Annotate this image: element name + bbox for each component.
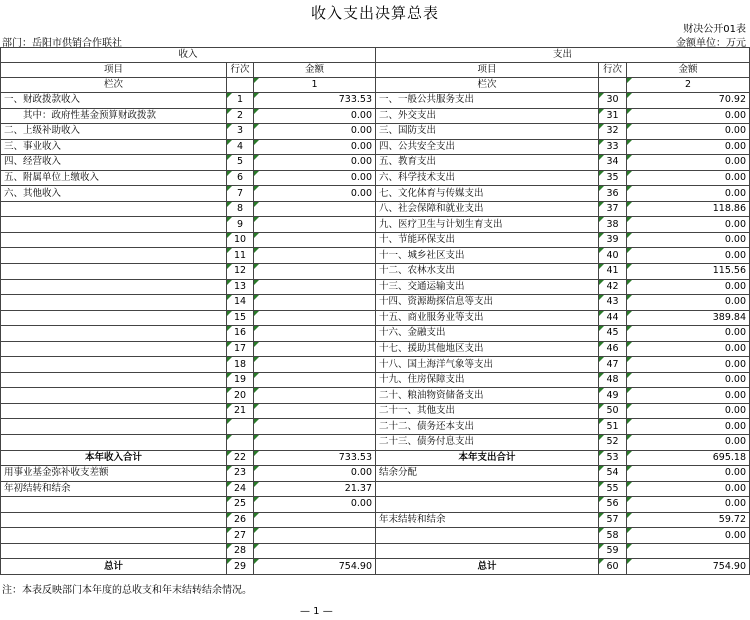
expense-item-header: 项目 (376, 63, 599, 78)
income-line-number: 9 (227, 217, 254, 233)
table-row (1, 170, 750, 186)
income-line-number: 19 (227, 372, 254, 388)
expense-amount: 0.00 (627, 435, 750, 451)
expense-line-number: 55 (599, 481, 627, 497)
income-amount: 21.37 (254, 481, 376, 497)
expense-line-number: 59 (599, 543, 627, 559)
income-amount: 754.90 (254, 559, 376, 575)
income-amount (254, 341, 376, 357)
expense-line-number: 30 (599, 93, 627, 109)
page-number: — 1 — (300, 606, 333, 617)
table-row (1, 341, 750, 357)
table-row (1, 248, 750, 264)
income-line-number: 21 (227, 403, 254, 419)
expense-line-number: 56 (599, 497, 627, 513)
expense-item: 本年支出合计 (376, 450, 599, 466)
expense-item: 总计 (376, 559, 599, 575)
income-amount (254, 201, 376, 217)
income-header: 收入 (1, 48, 376, 63)
income-item (1, 232, 227, 248)
table-row (1, 326, 750, 342)
expense-line-number: 51 (599, 419, 627, 435)
income-amount (254, 419, 376, 435)
table-row (1, 466, 750, 482)
income-amount (254, 435, 376, 451)
expense-line-number: 45 (599, 326, 627, 342)
income-item (1, 497, 227, 513)
expense-item: 二十三、债务付息支出 (376, 435, 599, 451)
income-amount (254, 279, 376, 295)
income-item: 四、经营收入 (1, 155, 227, 171)
income-amount (254, 326, 376, 342)
expense-item: 八、社会保障和就业支出 (376, 201, 599, 217)
expense-item (376, 481, 599, 497)
income-line-number: 17 (227, 341, 254, 357)
income-line-number: 20 (227, 388, 254, 404)
expense-line-number: 41 (599, 264, 627, 280)
income-item (1, 419, 227, 435)
income-item (1, 264, 227, 280)
income-line-number: 16 (227, 326, 254, 342)
income-column-blank (227, 78, 254, 93)
income-line-number: 12 (227, 264, 254, 280)
income-item (1, 248, 227, 264)
income-amount: 0.00 (254, 155, 376, 171)
expense-amount: 0.00 (627, 497, 750, 513)
table-row (1, 201, 750, 217)
table-row (1, 155, 750, 171)
expense-item (376, 528, 599, 544)
expense-amount: 0.00 (627, 357, 750, 373)
income-line-number: 23 (227, 466, 254, 482)
income-amount: 733.53 (254, 450, 376, 466)
income-item: 五、附属单位上缴收入 (1, 170, 227, 186)
table-row (1, 435, 750, 451)
table-row (1, 295, 750, 311)
expense-amount: 0.00 (627, 155, 750, 171)
expense-line-number: 48 (599, 372, 627, 388)
expense-item (376, 543, 599, 559)
table-row (1, 108, 750, 124)
income-item: 二、上级补助收入 (1, 124, 227, 140)
income-line-number: 13 (227, 279, 254, 295)
income-item (1, 326, 227, 342)
income-amount (254, 388, 376, 404)
table-row (1, 93, 750, 109)
expense-amount: 0.00 (627, 186, 750, 202)
income-item (1, 217, 227, 233)
income-item (1, 357, 227, 373)
income-item (1, 372, 227, 388)
income-line-number: 29 (227, 559, 254, 575)
expense-item: 十、节能环保支出 (376, 232, 599, 248)
income-amount (254, 528, 376, 544)
income-line-number: 24 (227, 481, 254, 497)
table-row (1, 264, 750, 280)
table-row (1, 543, 750, 559)
table-row (1, 357, 750, 373)
income-item (1, 403, 227, 419)
expense-item: 十一、城乡社区支出 (376, 248, 599, 264)
income-item (1, 310, 227, 326)
expense-item: 七、文化体育与传媒支出 (376, 186, 599, 202)
expense-amount: 0.00 (627, 108, 750, 124)
table-row (1, 528, 750, 544)
income-amount: 0.00 (254, 466, 376, 482)
table-row (1, 310, 750, 326)
expense-item: 六、科学技术支出 (376, 170, 599, 186)
income-amount (254, 543, 376, 559)
income-amount: 0.00 (254, 170, 376, 186)
expense-line-number: 37 (599, 201, 627, 217)
expense-line-number: 47 (599, 357, 627, 373)
expense-line-number: 60 (599, 559, 627, 575)
table-row (1, 232, 750, 248)
income-line-number: 2 (227, 108, 254, 124)
income-amount (254, 248, 376, 264)
income-amount (254, 232, 376, 248)
income-column-number: 1 (254, 78, 376, 93)
expense-amount: 59.72 (627, 512, 750, 528)
expense-item: 十九、住房保障支出 (376, 372, 599, 388)
expense-item: 一、一般公共服务支出 (376, 93, 599, 109)
expense-amount: 0.00 (627, 232, 750, 248)
expense-header: 支出 (376, 48, 750, 63)
expense-line-header: 行次 (599, 63, 627, 78)
expense-line-number: 42 (599, 279, 627, 295)
expense-line-number: 57 (599, 512, 627, 528)
income-line-number: 15 (227, 310, 254, 326)
income-line-number: 14 (227, 295, 254, 311)
expense-line-number: 50 (599, 403, 627, 419)
income-amount (254, 357, 376, 373)
expense-item: 十六、金融支出 (376, 326, 599, 342)
expense-item: 十三、交通运输支出 (376, 279, 599, 295)
unit-label: 金额单位：万元 (676, 38, 746, 49)
table-row (1, 186, 750, 202)
income-item (1, 512, 227, 528)
expense-line-number: 33 (599, 139, 627, 155)
expense-amount: 0.00 (627, 248, 750, 264)
expense-line-number: 49 (599, 388, 627, 404)
expense-amount: 0.00 (627, 124, 750, 140)
income-item: 本年收入合计 (1, 450, 227, 466)
income-item: 三、事业收入 (1, 139, 227, 155)
expense-amount: 0.00 (627, 295, 750, 311)
expense-amount: 0.00 (627, 466, 750, 482)
expense-item: 十八、国土海洋气象等支出 (376, 357, 599, 373)
expense-item: 九、医疗卫生与计划生育支出 (376, 217, 599, 233)
income-amount (254, 310, 376, 326)
expense-item: 四、公共安全支出 (376, 139, 599, 155)
expense-amount: 754.90 (627, 559, 750, 575)
table-row (1, 512, 750, 528)
income-line-number: 27 (227, 528, 254, 544)
expense-amount: 0.00 (627, 279, 750, 295)
income-line-number (227, 419, 254, 435)
expense-item: 十二、农林水支出 (376, 264, 599, 280)
form-id: 财决公开01表 (683, 24, 746, 35)
expense-line-number: 38 (599, 217, 627, 233)
expense-item: 年末结转和结余 (376, 512, 599, 528)
expense-line-number: 53 (599, 450, 627, 466)
table-row (1, 372, 750, 388)
income-amount: 0.00 (254, 497, 376, 513)
income-item (1, 341, 227, 357)
expense-column-label: 栏次 (376, 78, 599, 93)
expense-amount-header: 金额 (627, 63, 750, 78)
income-amount: 0.00 (254, 108, 376, 124)
expense-line-number: 39 (599, 232, 627, 248)
income-line-number: 18 (227, 357, 254, 373)
department-label: 部门：岳阳市供销合作联社 (2, 38, 122, 49)
report-title: 收入支出决算总表 (310, 4, 439, 22)
expense-line-number: 36 (599, 186, 627, 202)
expense-amount: 0.00 (627, 403, 750, 419)
expense-amount: 0.00 (627, 217, 750, 233)
expense-line-number: 46 (599, 341, 627, 357)
expense-amount: 0.00 (627, 326, 750, 342)
table-row (1, 388, 750, 404)
table-row (1, 139, 750, 155)
expense-line-number: 40 (599, 248, 627, 264)
footnote: 注：本表反映部门本年度的总收支和年末结转结余情况。 (2, 585, 252, 596)
income-line-number: 1 (227, 93, 254, 109)
expense-item: 五、教育支出 (376, 155, 599, 171)
expense-amount: 695.18 (627, 450, 750, 466)
income-line-number: 11 (227, 248, 254, 264)
income-line-number: 25 (227, 497, 254, 513)
expense-amount: 0.00 (627, 419, 750, 435)
expense-item: 三、国防支出 (376, 124, 599, 140)
expense-item: 十五、商业服务业等支出 (376, 310, 599, 326)
expense-line-number: 35 (599, 170, 627, 186)
income-amount (254, 403, 376, 419)
expense-item: 二十、粮油物资储备支出 (376, 388, 599, 404)
expense-line-number: 54 (599, 466, 627, 482)
expense-item: 二、外交支出 (376, 108, 599, 124)
income-line-number (227, 435, 254, 451)
income-item: 一、财政拨款收入 (1, 93, 227, 109)
income-line-number: 7 (227, 186, 254, 202)
table-row (1, 279, 750, 295)
income-item (1, 543, 227, 559)
expense-column-blank (599, 78, 627, 93)
income-amount (254, 217, 376, 233)
expense-amount (627, 543, 750, 559)
income-line-number: 10 (227, 232, 254, 248)
expense-amount: 0.00 (627, 388, 750, 404)
income-line-number: 4 (227, 139, 254, 155)
income-amount (254, 372, 376, 388)
income-amount: 0.00 (254, 124, 376, 140)
table-row (1, 559, 750, 575)
income-item: 年初结转和结余 (1, 481, 227, 497)
income-item-header: 项目 (1, 63, 227, 78)
income-item: 其中：政府性基金预算财政拨款 (1, 108, 227, 124)
income-line-number: 26 (227, 512, 254, 528)
income-line-number: 5 (227, 155, 254, 171)
expense-line-number: 43 (599, 295, 627, 311)
income-item (1, 295, 227, 311)
income-line-header: 行次 (227, 63, 254, 78)
table-row (1, 419, 750, 435)
income-item (1, 528, 227, 544)
income-item: 总计 (1, 559, 227, 575)
income-item: 用事业基金弥补收支差额 (1, 466, 227, 482)
income-amount (254, 512, 376, 528)
expense-amount: 0.00 (627, 481, 750, 497)
expense-item: 结余分配 (376, 466, 599, 482)
table-row (1, 497, 750, 513)
income-column-label: 栏次 (1, 78, 227, 93)
income-amount (254, 264, 376, 280)
income-amount: 0.00 (254, 186, 376, 202)
income-amount: 0.00 (254, 139, 376, 155)
expense-amount: 0.00 (627, 139, 750, 155)
summary-table (0, 47, 750, 575)
expense-line-number: 58 (599, 528, 627, 544)
expense-amount: 118.86 (627, 201, 750, 217)
expense-amount: 115.56 (627, 264, 750, 280)
expense-line-number: 31 (599, 108, 627, 124)
expense-item: 十七、援助其他地区支出 (376, 341, 599, 357)
income-item (1, 279, 227, 295)
table-row (1, 450, 750, 466)
income-item (1, 201, 227, 217)
expense-amount: 70.92 (627, 93, 750, 109)
income-item: 六、其他收入 (1, 186, 227, 202)
expense-amount: 389.84 (627, 310, 750, 326)
income-amount-header: 金额 (254, 63, 376, 78)
expense-amount: 0.00 (627, 170, 750, 186)
expense-line-number: 34 (599, 155, 627, 171)
expense-column-number: 2 (627, 78, 750, 93)
expense-item: 十四、资源勘探信息等支出 (376, 295, 599, 311)
expense-item (376, 497, 599, 513)
table-row (1, 481, 750, 497)
expense-amount: 0.00 (627, 372, 750, 388)
expense-line-number: 32 (599, 124, 627, 140)
table-row (1, 124, 750, 140)
expense-amount: 0.00 (627, 341, 750, 357)
expense-line-number: 44 (599, 310, 627, 326)
table-row (1, 217, 750, 233)
income-item (1, 388, 227, 404)
income-line-number: 8 (227, 201, 254, 217)
income-line-number: 6 (227, 170, 254, 186)
income-item (1, 435, 227, 451)
income-line-number: 22 (227, 450, 254, 466)
expense-line-number: 52 (599, 435, 627, 451)
expense-item: 二十二、债务还本支出 (376, 419, 599, 435)
income-amount (254, 295, 376, 311)
expense-amount: 0.00 (627, 528, 750, 544)
expense-item: 二十一、其他支出 (376, 403, 599, 419)
income-amount: 733.53 (254, 93, 376, 109)
table-row (1, 403, 750, 419)
income-line-number: 3 (227, 124, 254, 140)
income-line-number: 28 (227, 543, 254, 559)
